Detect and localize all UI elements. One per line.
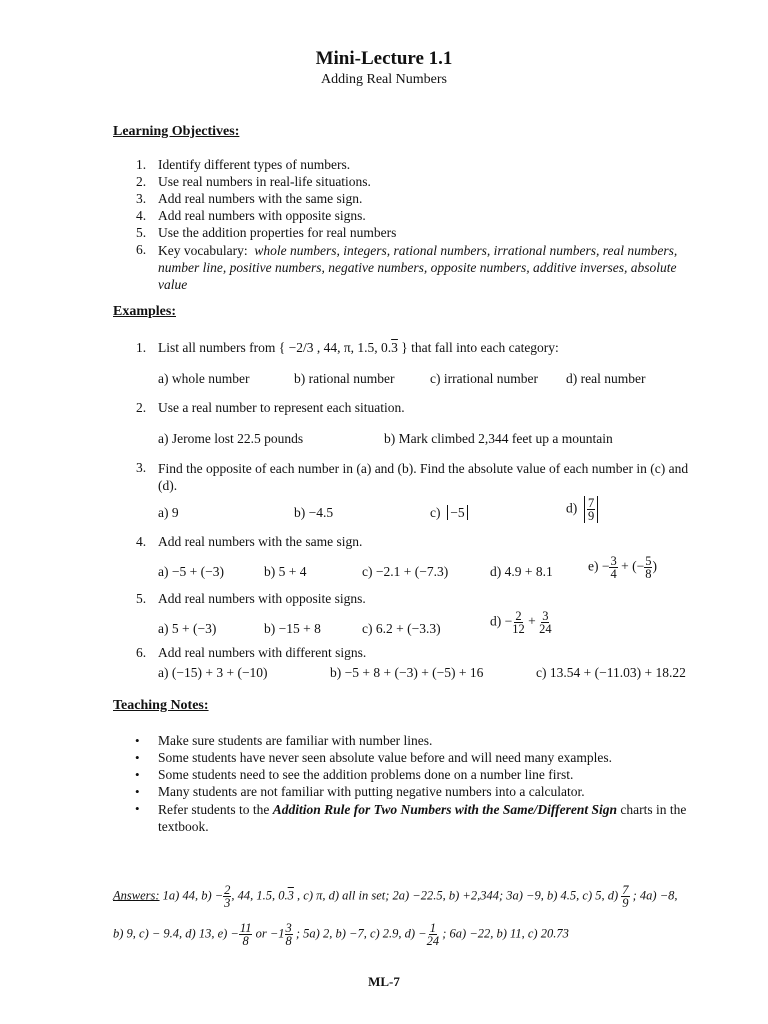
examples-heading: Examples: [113, 304, 176, 319]
teaching-note: Many students are not familiar with putting negative numbers into a calculator. [158, 784, 585, 799]
example-4-part-e: e) − $\frac{3}{4}$ + (− $\frac{5}{8}$ ) [588, 554, 657, 581]
example-1-prompt: List all numbers from { −2/3 , 44, π, 1.5, 0.3 } that fall into each category: [158, 340, 559, 355]
page-title: Mini-Lecture 1.1 [315, 48, 453, 69]
teaching-note-textbook: Refer students to the Addition Rule for Two Numbers with the Same/Different Sign charts in the textbook. [158, 802, 687, 834]
objective-text: Use the addition properties for real numbers [158, 225, 397, 240]
example-5-part-b: b) −15 + 8 [264, 621, 321, 636]
example-3-part-d: d) $\frac{7}{9}$ [566, 496, 598, 523]
objective-text: Use real numbers in real-life situations. [158, 174, 371, 189]
teaching-note: Make sure students are familiar with number lines. [158, 733, 433, 748]
example-5-part-a: a) 5 + (−3) [158, 621, 217, 636]
example-1-part-d: d) real number [566, 371, 646, 386]
objective-text: Add real numbers with the same sign. [158, 191, 363, 206]
example-4-part-b: b) 5 + 4 [264, 564, 307, 579]
bullet-icon: • [135, 750, 140, 765]
example-2-part-b: b) Mark climbed 2,344 feet up a mountain [384, 431, 613, 446]
example-3-part-b: b) −4.5 [294, 505, 334, 520]
example-number: 1. [136, 340, 147, 355]
example-6-part-c: c) 13.54 + (−11.03) + 18.22 [536, 665, 686, 680]
objective-number: 6. [136, 242, 147, 257]
example-4-prompt: Add real numbers with the same sign. [158, 534, 363, 549]
example-1-part-c: c) irrational number [430, 371, 538, 386]
example-3-part-c: c) −5 [430, 504, 468, 521]
example-1-part-a: a) whole number [158, 371, 250, 386]
example-4-part-d: d) 4.9 + 8.1 [490, 564, 553, 579]
example-3-prompt: Find the opposite of each number in (a) and (b). Find the absolute value of each number in (c) and (d). [158, 461, 689, 493]
objective-number: 2. [136, 174, 147, 189]
example-4-part-a: a) −5 + (−3) [158, 564, 224, 579]
example-number: 5. [136, 591, 147, 606]
example-5-prompt: Add real numbers with opposite signs. [158, 591, 366, 606]
example-1-part-b: b) rational number [294, 371, 395, 386]
page-subtitle: Adding Real Numbers [321, 72, 447, 87]
objective-text: Identify different types of numbers. [158, 157, 351, 172]
objective-text: Add real numbers with opposite signs. [158, 208, 366, 223]
teaching-note: Some students need to see the addition problems done on a number line first. [158, 767, 574, 782]
example-number: 3. [136, 460, 147, 475]
example-2-part-a: a) Jerome lost 22.5 pounds [158, 431, 304, 446]
answers-line-1: Answers: 1a) 44, b) − $\frac{2}{3}$ , 44, 1.5, 0.3 , c) π, d) all in set; 2a) −22.5, b) +2,344; 3a) −9, b) 4.5, c) 5, d) $\frac{7}{9}$ ; 4a) −8, [113, 883, 678, 910]
bullet-icon: • [135, 784, 140, 799]
example-6-part-a: a) (−15) + 3 + (−10) [158, 665, 268, 680]
vocab-terms: whole numbers, integers, rational numbers, irrational numbers, real numbers, number line, positive numbers, negative numbers, opposite numbers, additive inverses, absolute value [158, 243, 678, 292]
example-6-part-b: b) −5 + 8 + (−3) + (−5) + 16 [330, 665, 484, 680]
bullet-icon: • [135, 767, 140, 782]
objective-number: 1. [136, 157, 147, 172]
objective-number: 5. [136, 225, 147, 240]
objective-number: 4. [136, 208, 147, 223]
example-5-part-c: c) 6.2 + (−3.3) [362, 621, 441, 636]
page-number: ML-7 [368, 974, 400, 989]
teaching-note: Some students have never seen absolute value before and will need many examples. [158, 750, 612, 765]
answers-line-2: b) 9, c) − 9.4, d) 13, e) − $\frac{11}{8}$ or −1 $\frac{3}{8}$ ; 5a) 2, b) −7, c) 2.9, d) − $\frac{1}{24}$ ; 6a) −22, b) 11, c) 20.73 [113, 921, 569, 948]
example-5-part-d: d) − $\frac{2}{12}$ + $\frac{3}{24}$ [490, 609, 552, 636]
example-4-part-c: c) −2.1 + (−7.3) [362, 564, 449, 579]
example-2-prompt: Use a real number to represent each situation. [158, 400, 405, 415]
objective-number: 3. [136, 191, 147, 206]
objective-vocab [158, 242, 698, 293]
example-3-part-a: a) 9 [158, 505, 179, 520]
example-number: 2. [136, 400, 147, 415]
example-number: 6. [136, 645, 147, 660]
bullet-icon: • [135, 733, 140, 748]
answers-label: Answers: [113, 888, 160, 903]
bullet-icon: • [135, 801, 140, 816]
learning-objectives-heading: Learning Objectives: [113, 124, 240, 139]
example-number: 4. [136, 534, 147, 549]
teaching-notes-heading: Teaching Notes: [113, 698, 209, 713]
example-6-prompt: Add real numbers with different signs. [158, 645, 367, 660]
vocab-label: Key vocabulary: [158, 243, 248, 258]
